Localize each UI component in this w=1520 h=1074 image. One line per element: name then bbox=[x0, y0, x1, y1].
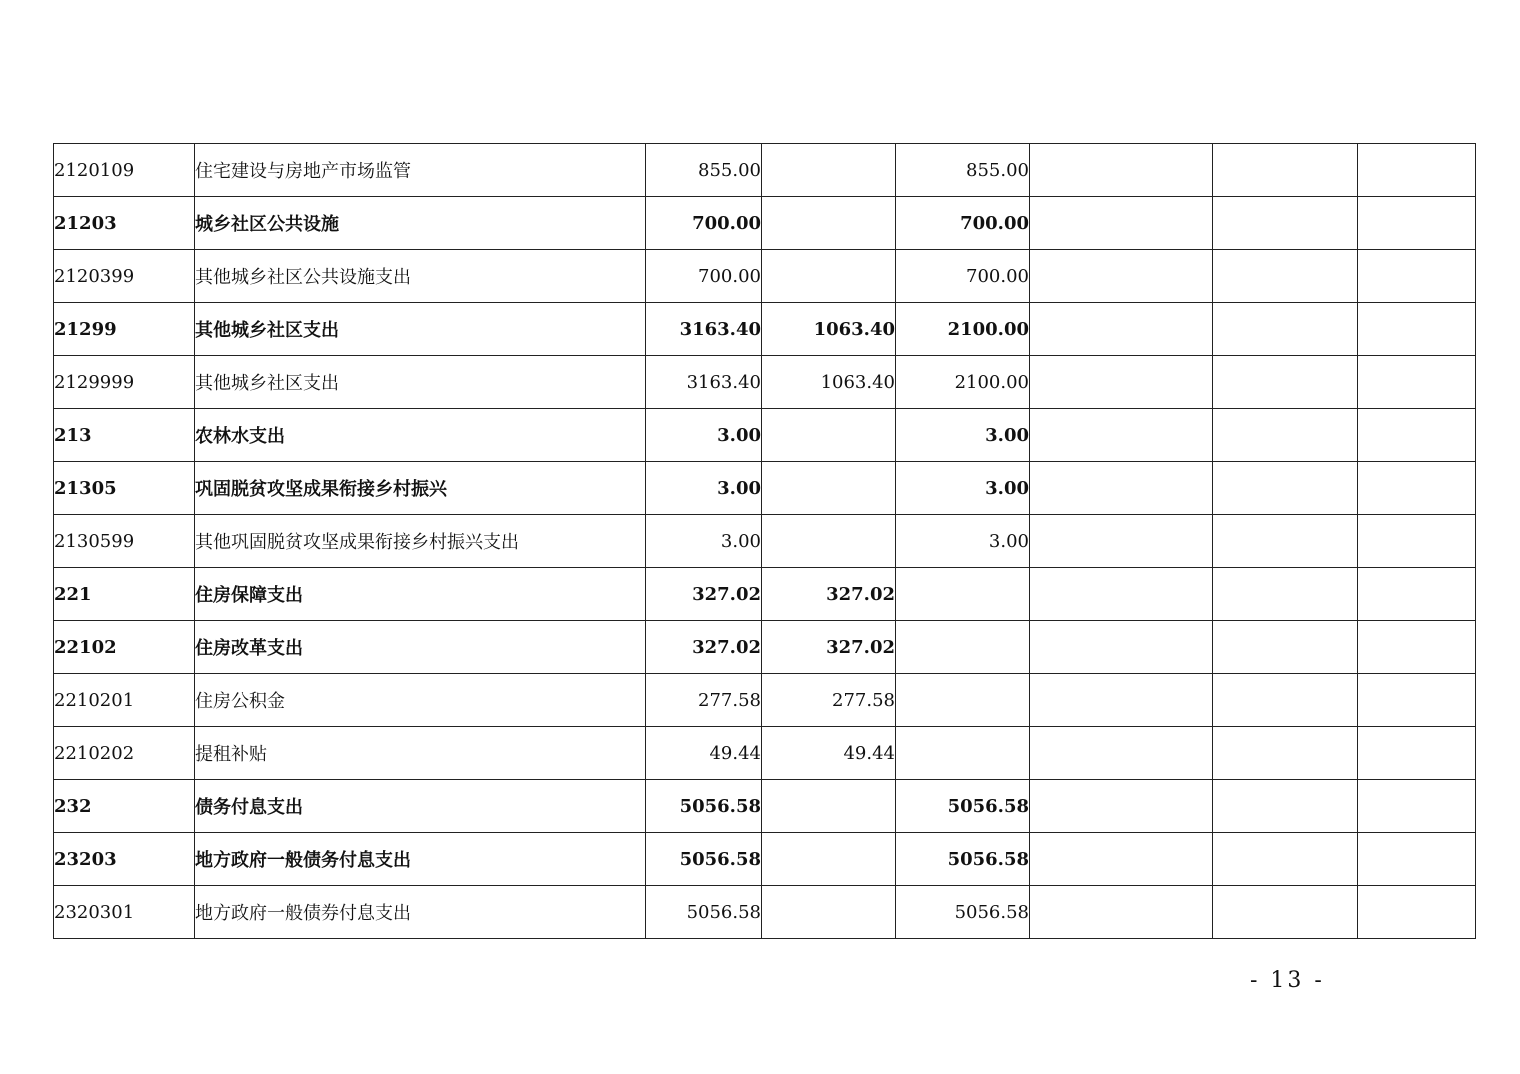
empty-cell-3 bbox=[1358, 568, 1476, 621]
project-expenditure-cell: 3.00 bbox=[896, 462, 1030, 515]
empty-cell-1 bbox=[1030, 409, 1213, 462]
empty-cell-3 bbox=[1358, 780, 1476, 833]
table-row bbox=[54, 886, 1476, 939]
empty-cell-3 bbox=[1358, 621, 1476, 674]
subject-code-cell: 221 bbox=[54, 568, 195, 621]
total-amount-cell: 5056.58 bbox=[646, 780, 762, 833]
subject-name-cell: 住房改革支出 bbox=[195, 621, 646, 674]
empty-cell-2 bbox=[1213, 780, 1358, 833]
total-amount-cell: 49.44 bbox=[646, 727, 762, 780]
empty-cell-2 bbox=[1213, 303, 1358, 356]
empty-cell-1 bbox=[1030, 144, 1213, 197]
total-amount-cell: 3.00 bbox=[646, 462, 762, 515]
empty-cell-2 bbox=[1213, 144, 1358, 197]
empty-cell-2 bbox=[1213, 197, 1358, 250]
subject-code-cell: 2120109 bbox=[54, 144, 195, 197]
subject-name-cell: 住宅建设与房地产市场监管 bbox=[195, 144, 646, 197]
basic-expenditure-cell: 327.02 bbox=[762, 621, 896, 674]
subject-name-cell: 巩固脱贫攻坚成果衔接乡村振兴 bbox=[195, 462, 646, 515]
empty-cell-3 bbox=[1358, 515, 1476, 568]
subject-name-cell: 地方政府一般债券付息支出 bbox=[195, 886, 646, 939]
basic-expenditure-cell bbox=[762, 409, 896, 462]
empty-cell-3 bbox=[1358, 356, 1476, 409]
basic-expenditure-cell bbox=[762, 462, 896, 515]
total-amount-cell: 5056.58 bbox=[646, 886, 762, 939]
empty-cell-1 bbox=[1030, 356, 1213, 409]
empty-cell-1 bbox=[1030, 833, 1213, 886]
basic-expenditure-cell: 327.02 bbox=[762, 568, 896, 621]
empty-cell-1 bbox=[1030, 515, 1213, 568]
empty-cell-1 bbox=[1030, 886, 1213, 939]
basic-expenditure-cell: 49.44 bbox=[762, 727, 896, 780]
subject-code-cell: 2129999 bbox=[54, 356, 195, 409]
empty-cell-2 bbox=[1213, 621, 1358, 674]
table-row bbox=[54, 727, 1476, 780]
subject-code-cell: 22102 bbox=[54, 621, 195, 674]
total-amount-cell: 3163.40 bbox=[646, 356, 762, 409]
total-amount-cell: 5056.58 bbox=[646, 833, 762, 886]
table-row bbox=[54, 303, 1476, 356]
budget-expenditure-table bbox=[53, 143, 1476, 939]
empty-cell-3 bbox=[1358, 833, 1476, 886]
project-expenditure-cell: 2100.00 bbox=[896, 303, 1030, 356]
subject-code-cell: 2210202 bbox=[54, 727, 195, 780]
project-expenditure-cell: 2100.00 bbox=[896, 356, 1030, 409]
empty-cell-1 bbox=[1030, 197, 1213, 250]
table-row bbox=[54, 409, 1476, 462]
total-amount-cell: 3.00 bbox=[646, 515, 762, 568]
empty-cell-3 bbox=[1358, 674, 1476, 727]
table-row bbox=[54, 621, 1476, 674]
basic-expenditure-cell bbox=[762, 515, 896, 568]
empty-cell-2 bbox=[1213, 515, 1358, 568]
empty-cell-1 bbox=[1030, 303, 1213, 356]
subject-name-cell: 其他城乡社区公共设施支出 bbox=[195, 250, 646, 303]
table-row bbox=[54, 250, 1476, 303]
empty-cell-3 bbox=[1358, 144, 1476, 197]
subject-name-cell: 其他巩固脱贫攻坚成果衔接乡村振兴支出 bbox=[195, 515, 646, 568]
basic-expenditure-cell bbox=[762, 886, 896, 939]
empty-cell-2 bbox=[1213, 886, 1358, 939]
table-row bbox=[54, 674, 1476, 727]
basic-expenditure-cell: 277.58 bbox=[762, 674, 896, 727]
empty-cell-3 bbox=[1358, 727, 1476, 780]
table-row bbox=[54, 462, 1476, 515]
subject-code-cell: 2320301 bbox=[54, 886, 195, 939]
subject-name-cell: 住房公积金 bbox=[195, 674, 646, 727]
empty-cell-1 bbox=[1030, 250, 1213, 303]
table-row bbox=[54, 515, 1476, 568]
subject-name-cell: 住房保障支出 bbox=[195, 568, 646, 621]
subject-code-cell: 21305 bbox=[54, 462, 195, 515]
basic-expenditure-cell bbox=[762, 780, 896, 833]
subject-code-cell: 213 bbox=[54, 409, 195, 462]
empty-cell-3 bbox=[1358, 303, 1476, 356]
subject-name-cell: 城乡社区公共设施 bbox=[195, 197, 646, 250]
empty-cell-3 bbox=[1358, 409, 1476, 462]
basic-expenditure-cell bbox=[762, 144, 896, 197]
empty-cell-2 bbox=[1213, 462, 1358, 515]
table-row bbox=[54, 833, 1476, 886]
project-expenditure-cell: 5056.58 bbox=[896, 833, 1030, 886]
empty-cell-3 bbox=[1358, 250, 1476, 303]
total-amount-cell: 327.02 bbox=[646, 568, 762, 621]
basic-expenditure-cell: 1063.40 bbox=[762, 303, 896, 356]
table-row bbox=[54, 780, 1476, 833]
project-expenditure-cell: 3.00 bbox=[896, 515, 1030, 568]
subject-name-cell: 其他城乡社区支出 bbox=[195, 356, 646, 409]
project-expenditure-cell: 5056.58 bbox=[896, 886, 1030, 939]
empty-cell-1 bbox=[1030, 568, 1213, 621]
table-row bbox=[54, 197, 1476, 250]
total-amount-cell: 700.00 bbox=[646, 197, 762, 250]
empty-cell-2 bbox=[1213, 568, 1358, 621]
empty-cell-1 bbox=[1030, 780, 1213, 833]
empty-cell-3 bbox=[1358, 462, 1476, 515]
empty-cell-3 bbox=[1358, 886, 1476, 939]
empty-cell-2 bbox=[1213, 833, 1358, 886]
subject-code-cell: 21203 bbox=[54, 197, 195, 250]
table-row bbox=[54, 356, 1476, 409]
subject-code-cell: 21299 bbox=[54, 303, 195, 356]
basic-expenditure-cell bbox=[762, 833, 896, 886]
subject-name-cell: 地方政府一般债务付息支出 bbox=[195, 833, 646, 886]
project-expenditure-cell: 700.00 bbox=[896, 197, 1030, 250]
table-body bbox=[54, 144, 1476, 939]
table-row bbox=[54, 568, 1476, 621]
empty-cell-2 bbox=[1213, 409, 1358, 462]
subject-code-cell: 23203 bbox=[54, 833, 195, 886]
subject-name-cell: 农林水支出 bbox=[195, 409, 646, 462]
empty-cell-1 bbox=[1030, 727, 1213, 780]
subject-code-cell: 2120399 bbox=[54, 250, 195, 303]
project-expenditure-cell: 700.00 bbox=[896, 250, 1030, 303]
basic-expenditure-cell: 1063.40 bbox=[762, 356, 896, 409]
total-amount-cell: 277.58 bbox=[646, 674, 762, 727]
table-row bbox=[54, 144, 1476, 197]
empty-cell-1 bbox=[1030, 462, 1213, 515]
empty-cell-2 bbox=[1213, 674, 1358, 727]
project-expenditure-cell bbox=[896, 674, 1030, 727]
total-amount-cell: 700.00 bbox=[646, 250, 762, 303]
empty-cell-1 bbox=[1030, 621, 1213, 674]
page-number: - 13 - bbox=[1250, 968, 1325, 993]
project-expenditure-cell: 855.00 bbox=[896, 144, 1030, 197]
project-expenditure-cell bbox=[896, 727, 1030, 780]
basic-expenditure-cell bbox=[762, 197, 896, 250]
total-amount-cell: 855.00 bbox=[646, 144, 762, 197]
basic-expenditure-cell bbox=[762, 250, 896, 303]
total-amount-cell: 327.02 bbox=[646, 621, 762, 674]
subject-name-cell: 其他城乡社区支出 bbox=[195, 303, 646, 356]
project-expenditure-cell: 5056.58 bbox=[896, 780, 1030, 833]
empty-cell-1 bbox=[1030, 674, 1213, 727]
empty-cell-2 bbox=[1213, 356, 1358, 409]
subject-code-cell: 232 bbox=[54, 780, 195, 833]
project-expenditure-cell bbox=[896, 568, 1030, 621]
total-amount-cell: 3163.40 bbox=[646, 303, 762, 356]
subject-name-cell: 债务付息支出 bbox=[195, 780, 646, 833]
subject-code-cell: 2130599 bbox=[54, 515, 195, 568]
empty-cell-3 bbox=[1358, 197, 1476, 250]
project-expenditure-cell bbox=[896, 621, 1030, 674]
total-amount-cell: 3.00 bbox=[646, 409, 762, 462]
subject-name-cell: 提租补贴 bbox=[195, 727, 646, 780]
subject-code-cell: 2210201 bbox=[54, 674, 195, 727]
project-expenditure-cell: 3.00 bbox=[896, 409, 1030, 462]
empty-cell-2 bbox=[1213, 250, 1358, 303]
empty-cell-2 bbox=[1213, 727, 1358, 780]
